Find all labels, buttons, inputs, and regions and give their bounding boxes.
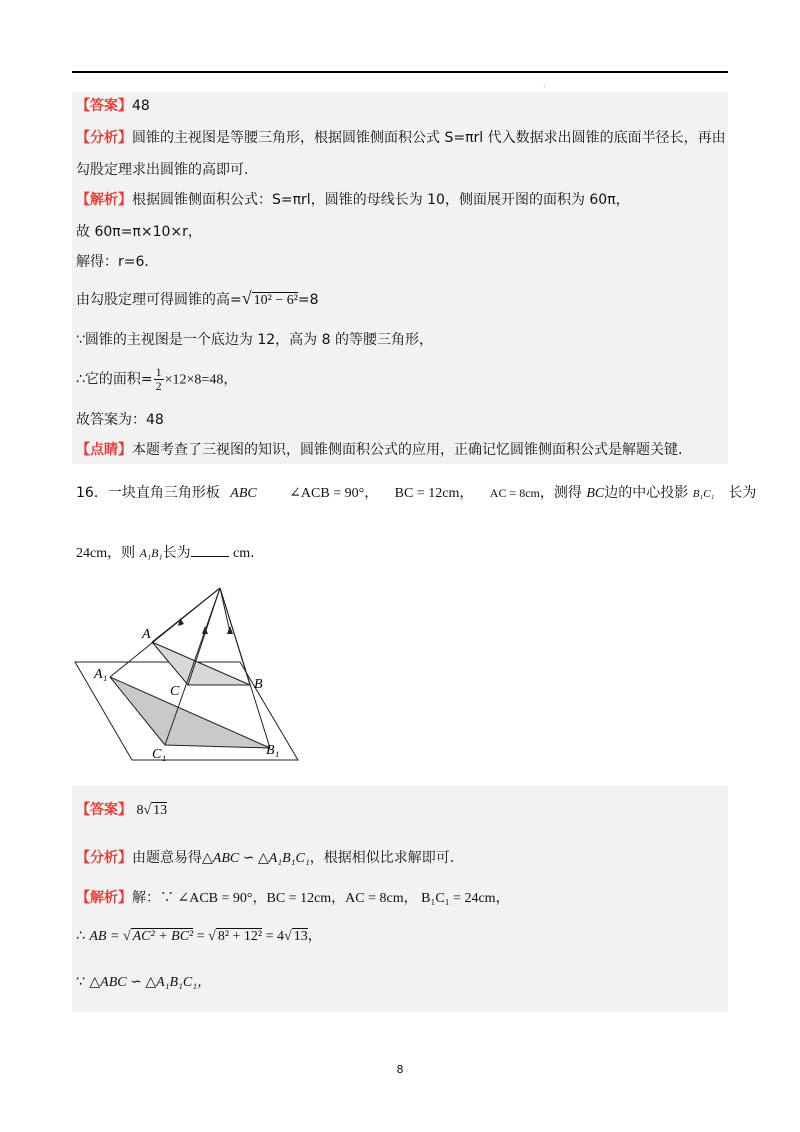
question-text: 边的中心投影 [604, 485, 689, 501]
question-text: 长为 [162, 545, 191, 561]
comment-tag: 【点睛】 [76, 442, 132, 458]
answer-line-16: 【答案】 8√ 13 [76, 802, 168, 818]
answer-coef: 8 [136, 803, 144, 818]
detail-text: ×12×8=48， [164, 372, 238, 388]
math: ， [307, 928, 322, 944]
math-b1c1: B₁C₁ [692, 488, 715, 500]
question-text: ，则 [107, 545, 136, 561]
math-similar: △ABC ∽ △A₁B₁C₁ [202, 851, 310, 866]
label-a: A [142, 627, 151, 642]
radical: 8² + 12² [217, 929, 263, 944]
detail-tag: 【解析】 [76, 890, 132, 906]
radical: 10² − 6² [253, 293, 298, 308]
header-rule [72, 71, 728, 73]
plate-triangle [152, 642, 250, 685]
label-c: C [170, 684, 180, 699]
detail-tag: 【解析】 [76, 192, 132, 208]
projection-figure [70, 580, 310, 765]
math: △ABC ∽ △A₁B₁C₁， [89, 975, 212, 990]
detail-line-15-4: 由勾股定理可得圆锥的高=√ 10² − 6²=8 [76, 288, 319, 308]
question-text: ，测得 [539, 485, 582, 501]
detail-line-15-6 [76, 366, 237, 393]
comment-line-15 [76, 440, 682, 460]
question-16-line-2 [76, 542, 255, 562]
therefore-symbol: ∴ [76, 928, 85, 944]
detail-line-15-5 [76, 330, 433, 350]
answer-radical: 13 [153, 803, 168, 818]
detail-text: 故答案为：48 [76, 412, 164, 428]
label-b: B [254, 677, 263, 692]
math: AB = [89, 929, 123, 944]
detail-line-15-7 [76, 410, 164, 430]
math-angle: ∠ACB = 90° [289, 486, 365, 501]
math: = 4 [262, 929, 285, 944]
detail-text: 解得：r=6． [76, 254, 159, 270]
math-len: 24cm [76, 546, 108, 561]
detail-text: 根据圆锥侧面积公式：S=πrl，圆锥的母线长为 10，侧面展开图的面积为 60π， [132, 192, 630, 208]
math-ac: AC = 8cm [489, 486, 540, 500]
detail-line-16-3 [76, 972, 211, 993]
detail-line-15-2 [76, 222, 202, 242]
detail-line-16-2: ∴ AB = √ AC² + BC² = √ 8² + 12² = 4√ 13， [76, 928, 322, 944]
question-16-line-1: 16．一块直角三角形板 ABC ∠ACB = 90°， BC = 12cm， AC = 8cm，测得 BC边的中心投影 B₁C₁ 长为 [76, 485, 757, 501]
answer-tag: 【答案】 [76, 98, 132, 114]
radical: 13 [293, 929, 308, 944]
answer-blank [191, 556, 229, 557]
detail-text: ∴它的面积= [76, 371, 153, 388]
analysis-line-15b [76, 160, 248, 180]
comment-text: 本题考查了三视图的知识，圆锥侧面积公式的应用，正确记忆圆锥侧面积公式是解题关键. [132, 442, 683, 458]
analysis-tag: 【分析】 [76, 130, 132, 146]
label-a1: A₁ [94, 667, 108, 682]
math-bc: BC = 12cm [394, 486, 460, 501]
analysis-text: 圆锥的主视图是等腰三角形，根据圆锥侧面积公式 S=πrl 代入数据求出圆锥的底面半径长，再由 [132, 130, 726, 146]
fraction: $\frac{1}{2}$ [155, 365, 162, 393]
because-symbol: ∵ [76, 974, 85, 990]
math-a1b1: A₁B₁ [139, 546, 163, 560]
answer-value: 48 [132, 98, 150, 114]
analysis-text: ，根据相似比求解即可. [309, 850, 455, 866]
analysis-tag: 【分析】 [76, 850, 132, 866]
question-text: . [250, 545, 255, 561]
analysis-line-16 [76, 848, 454, 869]
question-text: 长为 [728, 485, 757, 501]
radical: AC² + BC² [132, 929, 194, 944]
analysis-text-2: 勾股定理求出圆锥的高即可. [76, 162, 249, 178]
detail-line-16-1 [76, 888, 510, 909]
question-text: 一块直角三角形板 [107, 485, 220, 501]
label-c1: C₁ [152, 747, 167, 762]
detail-text: ∵圆锥的主视图是一个底边为 12，高为 8 的等腰三角形， [76, 332, 433, 348]
detail-line-15-3 [76, 252, 158, 272]
label-b1: B₁ [266, 743, 280, 758]
answer-line-15 [76, 96, 150, 116]
question-number: 16． [76, 485, 108, 501]
unit: cm [233, 546, 251, 561]
page-number: 8 [396, 1063, 404, 1076]
detail-text: 故 60π=π×10×r， [76, 224, 202, 240]
shadow-triangle [110, 677, 270, 748]
analysis-line-15 [76, 128, 726, 148]
header-mark: . [543, 80, 546, 89]
detail-text: =8 [297, 292, 319, 308]
detail-text: 由勾股定理可得圆锥的高= [76, 292, 242, 308]
math-abc: ABC [230, 486, 257, 501]
math: = [193, 929, 209, 944]
math-bc2: BC [586, 486, 605, 501]
detail-line-15-1 [76, 190, 630, 210]
answer-tag: 【答案】 [76, 802, 132, 818]
analysis-text: 由题意易得 [132, 850, 202, 866]
detail-text: 解：∵ ∠ACB = 90°，BC = 12cm，AC = 8cm， B₁C₁ = 24cm， [132, 891, 510, 906]
